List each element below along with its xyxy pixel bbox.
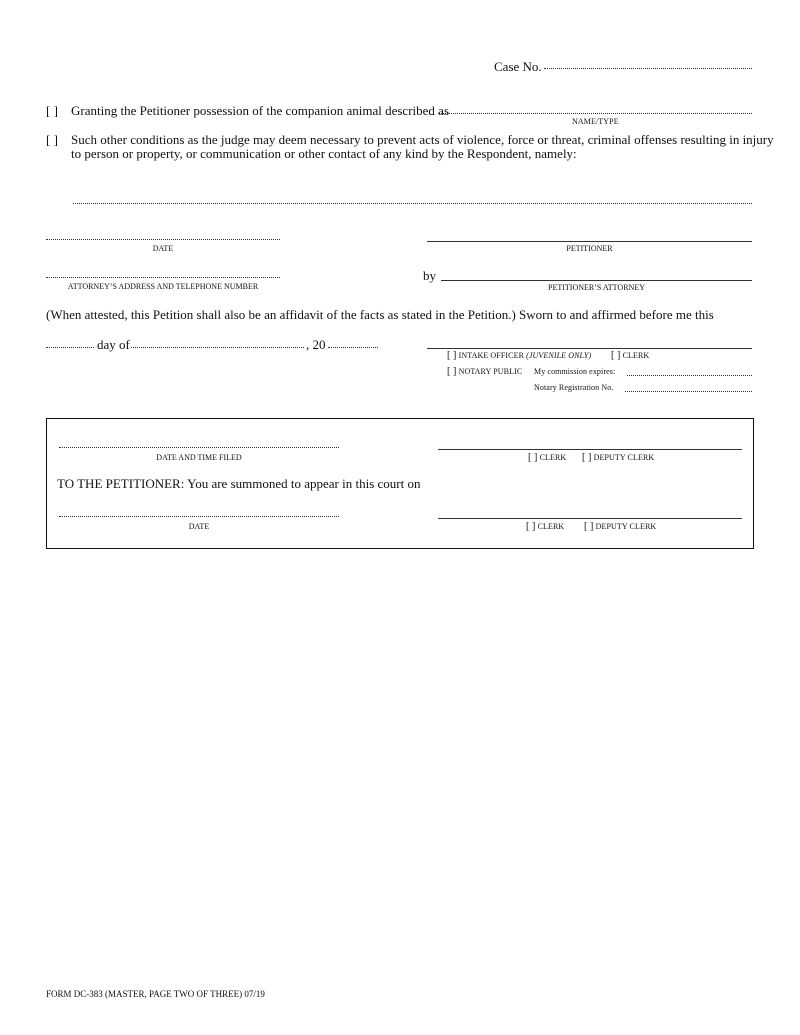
animal-name-type-field[interactable] <box>438 113 752 114</box>
clerk-label: CLERK <box>622 351 650 360</box>
other-conditions-field[interactable] <box>73 203 752 204</box>
summons-date-line[interactable] <box>59 516 339 517</box>
petitioner-attorney-caption: PETITIONER’S ATTORNEY <box>548 283 645 292</box>
clerk-option <box>611 351 649 361</box>
juvenile-only-note: (JUVENILE ONLY) <box>526 351 592 360</box>
filing-box <box>46 418 754 549</box>
year-prefix-label: , 20 <box>306 337 326 352</box>
filing-deputy-clerk-label: DEPUTY CLERK <box>593 453 655 462</box>
summons-clerk-checkbox[interactable]: [ ] <box>526 521 536 532</box>
officer-signature-line[interactable] <box>427 348 752 349</box>
petitioner-attorney-signature-line[interactable] <box>441 280 752 281</box>
filing-clerk-checkbox[interactable]: [ ] <box>528 452 538 463</box>
notary-option <box>447 367 522 377</box>
filing-deputy-clerk-option <box>582 453 654 463</box>
day-of-label: day of <box>97 337 130 352</box>
petitioner-signature-line[interactable] <box>427 241 752 242</box>
by-label: by <box>423 268 436 283</box>
notary-checkbox[interactable]: [ ] <box>447 366 457 377</box>
commission-expires-label: My commission expires: <box>534 367 616 376</box>
filing-clerk-option <box>528 453 566 463</box>
filing-deputy-clerk-checkbox[interactable]: [ ] <box>582 452 592 463</box>
summons-text: TO THE PETITIONER: You are summoned to appear in this court on <box>57 476 421 491</box>
other-conditions-checkbox[interactable]: [ ] <box>46 132 58 147</box>
affidavit-statement: (When attested, this Petition shall also be an affidavit of the facts as stated in the Petition.) Sworn to and affirmed before me this <box>46 307 714 322</box>
intake-officer-option <box>447 351 591 361</box>
notary-registration-label: Notary Registration No. <box>534 383 614 392</box>
summons-deputy-clerk-option <box>584 522 656 532</box>
summons-deputy-clerk-checkbox[interactable]: [ ] <box>584 521 594 532</box>
petitioner-caption: PETITIONER <box>566 244 613 253</box>
case-number-field[interactable] <box>544 68 752 69</box>
filing-clerk-label: CLERK <box>539 453 567 462</box>
summons-deputy-clerk-label: DEPUTY CLERK <box>595 522 657 531</box>
animal-checkbox[interactable]: [ ] <box>46 103 58 118</box>
form-footer: FORM DC-383 (MASTER, PAGE TWO OF THREE) 07/19 <box>46 989 265 999</box>
case-number-label: Case No. <box>494 59 542 74</box>
sworn-month-field[interactable] <box>131 347 304 348</box>
clerk-checkbox[interactable]: [ ] <box>611 350 621 361</box>
notary-public-label: NOTARY PUBLIC <box>458 367 523 376</box>
date-signature-line[interactable] <box>46 239 280 240</box>
sworn-day-field[interactable] <box>46 347 94 348</box>
date-time-filed-line[interactable] <box>59 447 339 448</box>
date-caption: DATE <box>152 244 174 253</box>
commission-expires-field[interactable] <box>627 375 752 376</box>
name-type-caption: NAME/TYPE <box>572 117 619 126</box>
summons-clerk-label: CLERK <box>537 522 565 531</box>
attorney-address-caption: ATTORNEY’S ADDRESS AND TELEPHONE NUMBER <box>67 282 259 291</box>
intake-officer-checkbox[interactable]: [ ] <box>447 350 457 361</box>
summons-clerk-signature-line[interactable] <box>438 518 742 519</box>
sworn-year-field[interactable] <box>328 347 378 348</box>
summons-clerk-option <box>526 522 564 532</box>
other-conditions-text-line2: to person or property, or communication or other contact of any kind by the Respondent, namely: <box>71 146 577 161</box>
intake-officer-label: INTAKE OFFICER <box>458 351 525 360</box>
animal-possession-text: Granting the Petitioner possession of the companion animal described as <box>71 103 449 118</box>
other-conditions-text-line1: Such other conditions as the judge may deem necessary to prevent acts of violence, force or threat, criminal offenses resulting in injury <box>71 132 774 147</box>
notary-registration-field[interactable] <box>625 391 752 392</box>
date-time-filed-caption: DATE AND TIME FILED <box>156 453 242 462</box>
summons-date-caption: DATE <box>188 522 210 531</box>
filing-clerk-signature-line[interactable] <box>438 449 742 450</box>
attorney-address-line[interactable] <box>46 277 280 278</box>
